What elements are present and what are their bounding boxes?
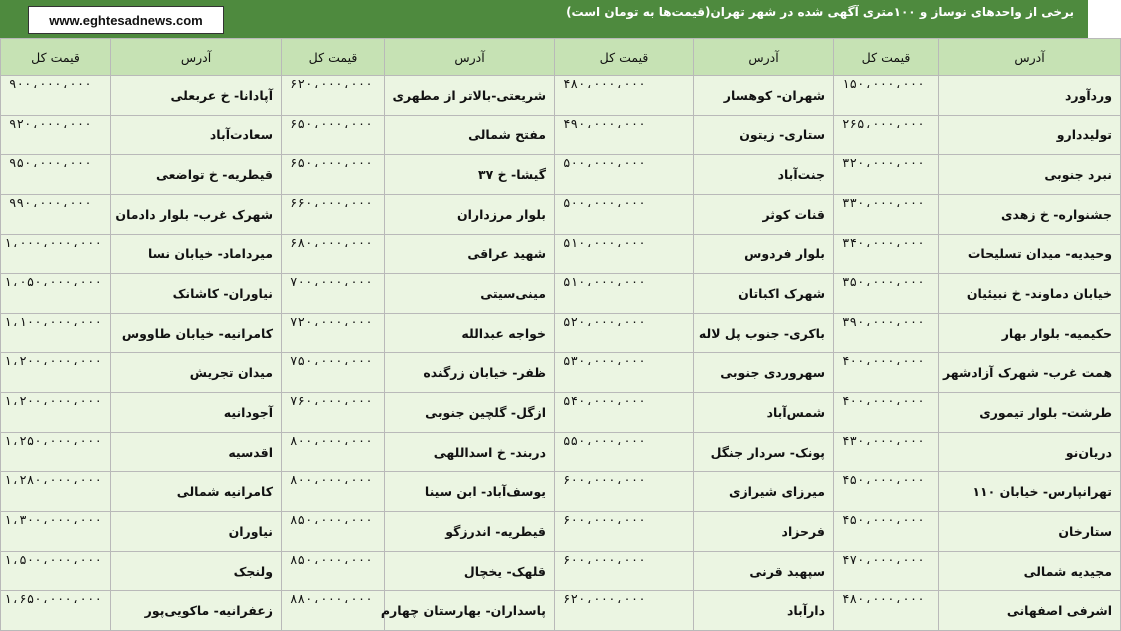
- address-cell: زعفرانیه- ماکویی‌پور: [111, 591, 282, 631]
- price-cell: ۳۳۰،۰۰۰،۰۰۰: [834, 194, 939, 234]
- table-row: [1, 393, 1121, 433]
- price-cell: ۸۵۰،۰۰۰،۰۰۰: [282, 512, 385, 552]
- price-cell: ۱،۶۵۰،۰۰۰،۰۰۰: [1, 591, 111, 631]
- table-row: [1, 472, 1121, 512]
- price-cell: ۳۵۰،۰۰۰،۰۰۰: [834, 274, 939, 314]
- price-cell: ۸۵۰،۰۰۰،۰۰۰: [282, 551, 385, 591]
- price-cell: ۸۰۰،۰۰۰،۰۰۰: [282, 472, 385, 512]
- price-cell: ۳۴۰،۰۰۰،۰۰۰: [834, 234, 939, 274]
- address-cell: آپادانا- خ عربعلی: [111, 76, 282, 116]
- column-header: قیمت کل: [555, 39, 694, 76]
- address-cell: پونک- سردار جنگل: [694, 432, 834, 472]
- price-cell: ۱،۲۵۰،۰۰۰،۰۰۰: [1, 432, 111, 472]
- price-cell: ۸۸۰،۰۰۰،۰۰۰: [282, 591, 385, 631]
- table-row: [1, 313, 1121, 353]
- address-cell: قنات کوثر: [694, 194, 834, 234]
- column-header: آدرس: [385, 39, 555, 76]
- price-cell: ۴۸۰،۰۰۰،۰۰۰: [555, 76, 694, 116]
- address-cell: سعادت‌آباد: [111, 115, 282, 155]
- price-cell: ۵۲۰،۰۰۰،۰۰۰: [555, 313, 694, 353]
- price-cell: ۵۰۰،۰۰۰،۰۰۰: [555, 194, 694, 234]
- price-cell: ۴۸۰،۰۰۰،۰۰۰: [834, 591, 939, 631]
- address-cell: طرشت- بلوار تیموری: [939, 393, 1121, 433]
- price-cell: ۵۴۰،۰۰۰،۰۰۰: [555, 393, 694, 433]
- address-cell: سهروردی جنوبی: [694, 353, 834, 393]
- price-cell: ۶۶۰،۰۰۰،۰۰۰: [282, 194, 385, 234]
- address-cell: وردآورد: [939, 76, 1121, 116]
- price-cell: ۱،۳۰۰،۰۰۰،۰۰۰: [1, 512, 111, 552]
- address-cell: سپهبد قرنی: [694, 551, 834, 591]
- price-cell: ۴۳۰،۰۰۰،۰۰۰: [834, 432, 939, 472]
- price-cell: ۵۵۰،۰۰۰،۰۰۰: [555, 432, 694, 472]
- price-cell: ۹۲۰،۰۰۰،۰۰۰: [1, 115, 111, 155]
- address-cell: بلوار فردوس: [694, 234, 834, 274]
- table-body: [1, 76, 1121, 631]
- address-cell: قیطریه- خ تواضعی: [111, 155, 282, 195]
- column-header: قیمت کل: [834, 39, 939, 76]
- price-cell: ۹۰۰،۰۰۰،۰۰۰: [1, 76, 111, 116]
- price-cell: ۱،۱۰۰،۰۰۰،۰۰۰: [1, 313, 111, 353]
- table-row: [1, 194, 1121, 234]
- address-cell: نیاوران- کاشانک: [111, 274, 282, 314]
- address-cell: ولنجک: [111, 551, 282, 591]
- address-cell: جنت‌آباد: [694, 155, 834, 195]
- address-cell: ظفر- خیابان زرگنده: [385, 353, 555, 393]
- table-row: [1, 115, 1121, 155]
- address-cell: نیاوران: [111, 512, 282, 552]
- price-cell: ۳۹۰،۰۰۰،۰۰۰: [834, 313, 939, 353]
- table-row: [1, 512, 1121, 552]
- price-cell: ۷۰۰،۰۰۰،۰۰۰: [282, 274, 385, 314]
- price-cell: ۴۰۰،۰۰۰،۰۰۰: [834, 393, 939, 433]
- address-cell: نبرد جنوبی: [939, 155, 1121, 195]
- address-cell: بلوار مرزداران: [385, 194, 555, 234]
- address-cell: گیشا- خ ۳۷: [385, 155, 555, 195]
- table-title: برخی از واحدهای نوساز و ۱۰۰متری آگهی شده در شهر تهران(قیمت‌ها به تومان است): [566, 5, 1074, 19]
- title-bar: [0, 0, 1088, 38]
- site-watermark: www.eghtesadnews.com: [28, 6, 224, 34]
- address-cell: تهرانپارس- خیابان ۱۱۰: [939, 472, 1121, 512]
- price-cell: ۴۵۰،۰۰۰،۰۰۰: [834, 512, 939, 552]
- address-cell: ستاری- زیتون: [694, 115, 834, 155]
- price-cell: ۱،۲۰۰،۰۰۰،۰۰۰: [1, 393, 111, 433]
- address-cell: مفتح شمالی: [385, 115, 555, 155]
- price-cell: ۷۲۰،۰۰۰،۰۰۰: [282, 313, 385, 353]
- address-cell: اشرفی اصفهانی: [939, 591, 1121, 631]
- price-cell: ۵۳۰،۰۰۰،۰۰۰: [555, 353, 694, 393]
- price-cell: ۸۰۰،۰۰۰،۰۰۰: [282, 432, 385, 472]
- price-cell: ۷۶۰،۰۰۰،۰۰۰: [282, 393, 385, 433]
- address-cell: جشنواره- خ زهدی: [939, 194, 1121, 234]
- address-cell: خواجه عبدالله: [385, 313, 555, 353]
- address-cell: تولیددارو: [939, 115, 1121, 155]
- address-cell: خیابان دماوند- خ نبیئیان: [939, 274, 1121, 314]
- table-row: [1, 591, 1121, 631]
- price-cell: ۶۸۰،۰۰۰،۰۰۰: [282, 234, 385, 274]
- address-cell: قلهک- یخچال: [385, 551, 555, 591]
- price-cell: ۵۰۰،۰۰۰،۰۰۰: [555, 155, 694, 195]
- price-cell: ۴۷۰،۰۰۰،۰۰۰: [834, 551, 939, 591]
- address-cell: فرحزاد: [694, 512, 834, 552]
- header-row: [1, 39, 1121, 76]
- price-cell: ۶۰۰،۰۰۰،۰۰۰: [555, 512, 694, 552]
- address-cell: شهید عراقی: [385, 234, 555, 274]
- address-cell: یوسف‌آباد- ابن سینا: [385, 472, 555, 512]
- price-cell: ۱،۲۰۰،۰۰۰،۰۰۰: [1, 353, 111, 393]
- address-cell: همت غرب- شهرک آزادشهر: [939, 353, 1121, 393]
- price-cell: ۵۱۰،۰۰۰،۰۰۰: [555, 274, 694, 314]
- address-cell: دارآباد: [694, 591, 834, 631]
- price-cell: ۱۵۰،۰۰۰،۰۰۰: [834, 76, 939, 116]
- price-cell: ۵۱۰،۰۰۰،۰۰۰: [555, 234, 694, 274]
- address-cell: شهرک اکباتان: [694, 274, 834, 314]
- address-cell: اقدسیه: [111, 432, 282, 472]
- address-cell: میدان تجریش: [111, 353, 282, 393]
- price-cell: ۷۵۰،۰۰۰،۰۰۰: [282, 353, 385, 393]
- price-cell: ۶۰۰،۰۰۰،۰۰۰: [555, 472, 694, 512]
- column-header: قیمت کل: [282, 39, 385, 76]
- address-cell: ازگل- گلچین جنوبی: [385, 393, 555, 433]
- price-cell: ۴۵۰،۰۰۰،۰۰۰: [834, 472, 939, 512]
- address-cell: وحیدیه- میدان تسلیحات: [939, 234, 1121, 274]
- table-row: [1, 76, 1121, 116]
- address-cell: ستارخان: [939, 512, 1121, 552]
- price-cell: ۲۶۵،۰۰۰،۰۰۰: [834, 115, 939, 155]
- price-cell: ۱،۰۰۰،۰۰۰،۰۰۰: [1, 234, 111, 274]
- price-cell: ۹۹۰،۰۰۰،۰۰۰: [1, 194, 111, 234]
- table-row: [1, 274, 1121, 314]
- address-cell: مینی‌سیتی: [385, 274, 555, 314]
- address-cell: شهران- کوهسار: [694, 76, 834, 116]
- address-cell: دریان‌نو: [939, 432, 1121, 472]
- price-cell: ۳۲۰،۰۰۰،۰۰۰: [834, 155, 939, 195]
- price-cell: ۹۵۰،۰۰۰،۰۰۰: [1, 155, 111, 195]
- price-cell: ۶۵۰،۰۰۰،۰۰۰: [282, 155, 385, 195]
- address-cell: مجیدیه شمالی: [939, 551, 1121, 591]
- table-row: [1, 234, 1121, 274]
- table-row: [1, 155, 1121, 195]
- address-cell: قیطریه- اندرزگو: [385, 512, 555, 552]
- table-row: [1, 353, 1121, 393]
- price-table: [0, 38, 1121, 631]
- price-cell: ۱،۲۸۰،۰۰۰،۰۰۰: [1, 472, 111, 512]
- price-cell: ۶۲۰،۰۰۰،۰۰۰: [555, 591, 694, 631]
- address-cell: باکری- جنوب پل لاله: [694, 313, 834, 353]
- price-cell: ۴۰۰،۰۰۰،۰۰۰: [834, 353, 939, 393]
- address-cell: کامرانیه شمالی: [111, 472, 282, 512]
- column-header: قیمت کل: [1, 39, 111, 76]
- column-header: آدرس: [694, 39, 834, 76]
- address-cell: شهرک غرب- بلوار دادمان: [111, 194, 282, 234]
- price-cell: ۱،۰۵۰،۰۰۰،۰۰۰: [1, 274, 111, 314]
- address-cell: کامرانیه- خیابان طاووس: [111, 313, 282, 353]
- price-cell: ۱،۵۰۰،۰۰۰،۰۰۰: [1, 551, 111, 591]
- address-cell: پاسداران- بهارستان چهارم: [385, 591, 555, 631]
- address-cell: میرداماد- خیابان نسا: [111, 234, 282, 274]
- price-cell: ۶۰۰،۰۰۰،۰۰۰: [555, 551, 694, 591]
- address-cell: میرزای شیرازی: [694, 472, 834, 512]
- address-cell: شمس‌آباد: [694, 393, 834, 433]
- column-header: آدرس: [111, 39, 282, 76]
- column-header: آدرس: [939, 39, 1121, 76]
- address-cell: آجودانیه: [111, 393, 282, 433]
- address-cell: شریعتی-بالاتر از مطهری: [385, 76, 555, 116]
- price-cell: ۶۲۰،۰۰۰،۰۰۰: [282, 76, 385, 116]
- price-cell: ۴۹۰،۰۰۰،۰۰۰: [555, 115, 694, 155]
- price-cell: ۶۵۰،۰۰۰،۰۰۰: [282, 115, 385, 155]
- address-cell: دربند- خ اسداللهی: [385, 432, 555, 472]
- table-row: [1, 551, 1121, 591]
- address-cell: حکیمیه- بلوار بهار: [939, 313, 1121, 353]
- table-row: [1, 432, 1121, 472]
